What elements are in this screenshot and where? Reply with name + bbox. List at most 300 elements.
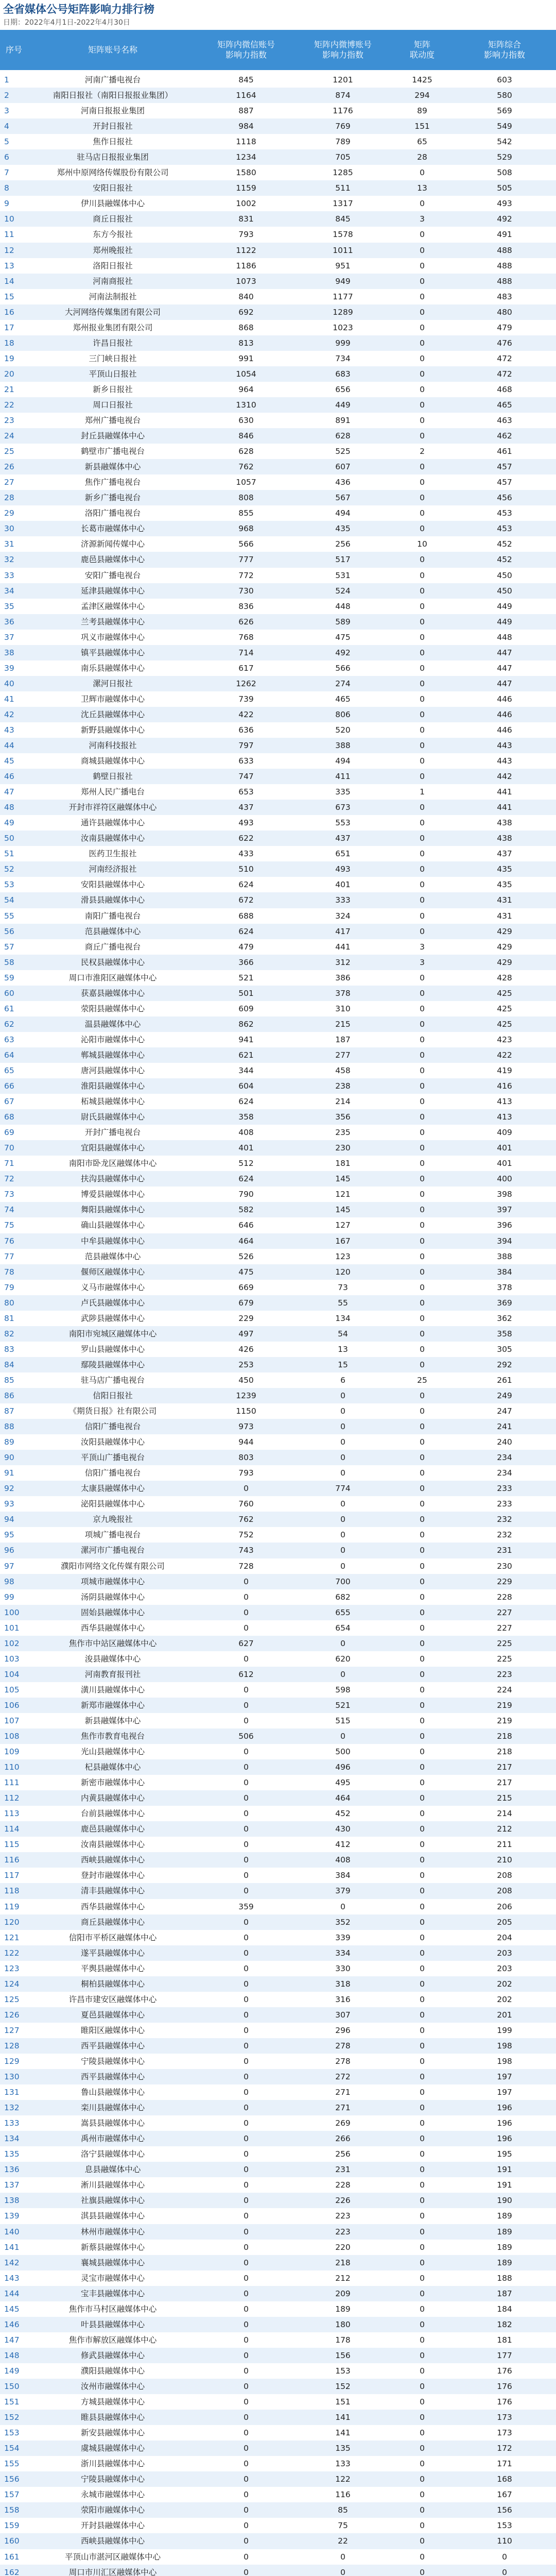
row-overall-index: 416 <box>497 1081 512 1091</box>
row-index: 118 <box>4 1886 20 1896</box>
row-overall-index: 225 <box>497 1654 512 1664</box>
row-wechat-index: 0 <box>244 2490 249 2500</box>
row-linkage: 0 <box>420 168 425 178</box>
row-name: 鲁山县融媒体中心 <box>80 2088 145 2097</box>
row-index: 6 <box>4 152 9 162</box>
row-wechat-index: 0 <box>244 2304 249 2314</box>
row-index: 135 <box>4 2149 20 2159</box>
row-overall-index: 476 <box>497 338 512 348</box>
row-name: 商丘日报社 <box>93 214 133 224</box>
row-name: 义马市融媒体中心 <box>80 1282 145 1292</box>
row-name: 民权县融媒体中心 <box>80 957 145 967</box>
row-index: 79 <box>4 1282 14 1292</box>
row-weibo-index: 228 <box>335 2180 351 2190</box>
row-wechat-index: 808 <box>238 493 254 503</box>
row-linkage: 0 <box>420 1747 425 1757</box>
row-wechat-index: 1054 <box>236 369 256 379</box>
row-name: 京九晚报社 <box>93 1515 133 1524</box>
row-overall-index: 305 <box>497 1344 512 1354</box>
table-row <box>0 1837 556 1852</box>
row-linkage: 0 <box>420 1638 425 1648</box>
row-linkage: 0 <box>420 1546 425 1555</box>
row-wechat-index: 0 <box>244 2567 249 2576</box>
row-wechat-index: 0 <box>244 1623 249 1633</box>
row-name: 开封广播电视台 <box>84 1128 141 1138</box>
table-row <box>0 536 556 552</box>
row-wechat-index: 0 <box>244 2258 249 2267</box>
row-overall-index: 425 <box>497 988 512 998</box>
row-overall-index: 437 <box>497 849 512 859</box>
row-weibo-index: 1289 <box>333 307 353 317</box>
row-index: 132 <box>4 2103 20 2113</box>
row-weibo-index: 73 <box>338 1282 348 1292</box>
row-name: 南阳市卧龙区融媒体中心 <box>68 1159 157 1168</box>
row-index: 85 <box>4 1375 14 1385</box>
row-name: 唐河县融媒体中心 <box>80 1066 145 1075</box>
row-name: 偃师区融媒体中心 <box>80 1267 145 1277</box>
row-linkage: 0 <box>420 369 425 379</box>
row-wechat-index: 646 <box>238 1221 254 1230</box>
table-row <box>0 1171 556 1187</box>
row-index: 28 <box>4 493 14 503</box>
row-name: 河南日报报业集团 <box>80 106 145 116</box>
row-wechat-index: 0 <box>244 1855 249 1865</box>
row-linkage: 0 <box>420 1716 425 1725</box>
row-name: 方城县融媒体中心 <box>80 2397 145 2407</box>
row-name: 南阳市宛城区融媒体中心 <box>68 1329 157 1338</box>
row-weibo-index: 845 <box>335 214 351 224</box>
row-weibo-index: 475 <box>335 632 351 642</box>
row-wechat-index: 797 <box>238 741 254 751</box>
row-name: 延津县融媒体中心 <box>80 586 145 596</box>
table-row <box>0 1512 556 1527</box>
row-name: 新乡日报社 <box>93 384 133 394</box>
table-row <box>0 274 556 289</box>
row-weibo-index: 310 <box>335 1004 351 1013</box>
row-name: 焦作市教育电视台 <box>80 1732 145 1741</box>
row-overall-index: 508 <box>497 168 512 178</box>
row-index: 73 <box>4 1190 14 1199</box>
row-overall-index: 529 <box>497 152 512 162</box>
row-wechat-index: 730 <box>238 586 254 596</box>
row-linkage: 0 <box>420 1298 425 1308</box>
row-overall-index: 197 <box>497 2088 512 2097</box>
row-name: 滑县县融媒体中心 <box>80 895 145 905</box>
row-name: 洛宁县融媒体中心 <box>80 2149 145 2159</box>
table-row <box>0 2054 556 2069</box>
row-index: 60 <box>4 988 14 998</box>
row-index: 106 <box>4 1700 20 1710</box>
row-linkage: 0 <box>420 2010 425 2020</box>
row-name: 泌阳县融媒体中心 <box>80 1499 145 1509</box>
row-overall-index: 493 <box>497 199 512 209</box>
row-linkage: 0 <box>420 709 425 719</box>
row-name: 西峡县融媒体中心 <box>80 2536 145 2546</box>
row-linkage: 0 <box>420 245 425 255</box>
row-name: 汝南县融媒体中心 <box>80 834 145 843</box>
row-overall-index: 465 <box>497 400 512 410</box>
table-row <box>0 691 556 707</box>
row-weibo-index: 15 <box>338 1360 348 1369</box>
row-name: 太康县融媒体中心 <box>80 1484 145 1494</box>
row-name: 驻马店日报报业集团 <box>77 152 149 162</box>
row-weibo-index: 567 <box>335 493 351 503</box>
table-header <box>0 30 556 70</box>
row-weibo-index: 620 <box>335 1654 351 1664</box>
row-linkage: 0 <box>420 292 425 301</box>
row-weibo-index: 85 <box>338 2505 348 2515</box>
row-weibo-index: 333 <box>335 895 351 905</box>
row-linkage: 0 <box>420 617 425 626</box>
row-index: 96 <box>4 1546 14 1555</box>
row-overall-index: 425 <box>497 1004 512 1013</box>
row-linkage: 0 <box>420 1979 425 1989</box>
row-overall-index: 450 <box>497 570 512 580</box>
row-index: 160 <box>4 2536 20 2546</box>
row-wechat-index: 566 <box>238 539 254 549</box>
table-row <box>0 1682 556 1698</box>
row-overall-index: 211 <box>497 1840 512 1850</box>
row-linkage: 0 <box>420 2149 425 2159</box>
row-name: 鄢陵县融媒体中心 <box>80 1360 145 1369</box>
table-row <box>0 72 556 88</box>
row-linkage: 0 <box>420 1468 425 1478</box>
row-index: 27 <box>4 478 14 487</box>
row-weibo-index: 0 <box>340 1638 345 1648</box>
row-overall-index: 230 <box>497 1561 512 1571</box>
row-linkage: 0 <box>420 478 425 487</box>
row-linkage: 0 <box>420 1267 425 1277</box>
row-wechat-index: 743 <box>238 1546 254 1555</box>
row-overall-index: 218 <box>497 1732 512 1741</box>
table-row <box>0 2332 556 2348</box>
header-overall: 矩阵综合 影响力指数 <box>483 40 525 60</box>
row-linkage: 0 <box>420 431 425 441</box>
row-linkage: 10 <box>417 539 427 549</box>
row-name: 睢县县融媒体中心 <box>80 2413 145 2422</box>
row-linkage: 0 <box>420 601 425 611</box>
row-weibo-index: 55 <box>338 1298 348 1308</box>
table-row <box>0 645 556 660</box>
table-row <box>0 846 556 861</box>
row-name: 封丘县融媒体中心 <box>80 431 145 441</box>
row-weibo-index: 436 <box>335 478 351 487</box>
row-weibo-index: 531 <box>335 570 351 580</box>
table-row <box>0 1032 556 1047</box>
row-index: 20 <box>4 369 14 379</box>
row-overall-index: 453 <box>497 509 512 518</box>
row-overall-index: 401 <box>497 1159 512 1168</box>
date-range: 日期：2022年4月1日-2022年4月30日 <box>3 19 130 27</box>
row-wechat-index: 777 <box>238 555 254 565</box>
row-linkage: 0 <box>420 2119 425 2128</box>
row-linkage: 0 <box>420 1700 425 1710</box>
row-index: 98 <box>4 1577 14 1586</box>
row-name: 开封县融媒体中心 <box>80 2521 145 2531</box>
row-name: 焦作市解放区融媒体中心 <box>68 2335 157 2345</box>
row-wechat-index: 0 <box>244 1700 249 1710</box>
row-linkage: 0 <box>420 307 425 317</box>
table-row <box>0 134 556 149</box>
row-index: 19 <box>4 353 14 363</box>
row-wechat-index: 624 <box>238 1174 254 1184</box>
row-index: 155 <box>4 2459 20 2469</box>
row-index: 70 <box>4 1143 14 1153</box>
row-index: 152 <box>4 2413 20 2422</box>
row-linkage: 0 <box>420 1081 425 1091</box>
row-overall-index: 203 <box>497 1948 512 1958</box>
row-linkage: 0 <box>420 2196 425 2206</box>
row-name: 叶县县融媒体中心 <box>80 2319 145 2329</box>
row-wechat-index: 1234 <box>236 152 256 162</box>
row-index: 58 <box>4 957 14 967</box>
row-linkage: 0 <box>420 570 425 580</box>
row-weibo-index: 187 <box>335 1035 351 1044</box>
table-row <box>0 2270 556 2286</box>
row-weibo-index: 339 <box>335 1933 351 1942</box>
row-wechat-index: 0 <box>244 2319 249 2329</box>
row-weibo-index: 330 <box>335 1963 351 1973</box>
row-overall-index: 203 <box>497 1963 512 1973</box>
row-name: 宝丰县融媒体中心 <box>80 2289 145 2298</box>
row-overall-index: 447 <box>497 648 512 657</box>
row-linkage: 0 <box>420 1577 425 1586</box>
row-name: 社旗县融媒体中心 <box>80 2196 145 2206</box>
row-name: 开封日报社 <box>93 122 133 131</box>
row-overall-index: 362 <box>497 1313 512 1323</box>
row-index: 83 <box>4 1344 14 1354</box>
row-name: 沈丘县融媒体中心 <box>80 709 145 719</box>
row-overall-index: 388 <box>497 1251 512 1261</box>
row-index: 86 <box>4 1391 14 1400</box>
table-row <box>0 1744 556 1759</box>
row-weibo-index: 135 <box>335 2444 351 2453</box>
row-overall-index: 429 <box>497 957 512 967</box>
row-wechat-index: 0 <box>244 2010 249 2020</box>
table-row <box>0 1976 556 1992</box>
row-overall-index: 189 <box>497 2258 512 2267</box>
row-weibo-index: 0 <box>340 1406 345 1416</box>
row-index: 117 <box>4 1871 20 1880</box>
row-name: 宜阳县融媒体中心 <box>80 1143 145 1153</box>
row-wechat-index: 0 <box>244 2521 249 2531</box>
row-index: 147 <box>4 2335 20 2345</box>
row-overall-index: 396 <box>497 1221 512 1230</box>
row-index: 59 <box>4 973 14 982</box>
row-weibo-index: 524 <box>335 586 351 596</box>
row-linkage: 151 <box>414 122 430 131</box>
row-weibo-index: 215 <box>335 1019 351 1029</box>
row-name: 通许县融媒体中心 <box>80 818 145 828</box>
row-wechat-index: 475 <box>238 1267 254 1277</box>
row-weibo-index: 496 <box>335 1762 351 1772</box>
row-index: 61 <box>4 1004 14 1013</box>
row-overall-index: 358 <box>497 1329 512 1338</box>
row-overall-index: 0 <box>502 2552 507 2562</box>
row-overall-index: 215 <box>497 1793 512 1803</box>
row-name: 周口市川汇区融媒体中心 <box>68 2567 157 2576</box>
row-weibo-index: 628 <box>335 431 351 441</box>
row-weibo-index: 465 <box>335 694 351 704</box>
row-linkage: 0 <box>420 1530 425 1540</box>
row-name: 河南经济报社 <box>89 865 137 874</box>
row-linkage: 0 <box>420 1453 425 1463</box>
row-overall-index: 488 <box>497 276 512 286</box>
row-overall-index: 182 <box>497 2319 512 2329</box>
row-weibo-index: 1317 <box>333 199 353 209</box>
row-wechat-index: 1164 <box>236 91 256 100</box>
row-wechat-index: 0 <box>244 2289 249 2298</box>
row-weibo-index: 452 <box>335 1809 351 1819</box>
row-weibo-index: 566 <box>335 663 351 673</box>
row-wechat-index: 692 <box>238 307 254 317</box>
row-overall-index: 240 <box>497 1437 512 1447</box>
row-overall-index: 227 <box>497 1607 512 1617</box>
row-index: 158 <box>4 2505 20 2515</box>
table-row <box>0 1403 556 1419</box>
row-wechat-index: 1150 <box>236 1406 256 1416</box>
row-weibo-index: 230 <box>335 1143 351 1153</box>
row-weibo-index: 127 <box>335 1221 351 1230</box>
row-overall-index: 197 <box>497 2072 512 2082</box>
row-weibo-index: 316 <box>335 1994 351 2004</box>
row-wechat-index: 0 <box>244 1762 249 1772</box>
row-name: 睢阳区融媒体中心 <box>80 2025 145 2035</box>
row-linkage: 0 <box>420 1499 425 1509</box>
table-row <box>0 1930 556 1945</box>
row-linkage: 0 <box>420 261 425 270</box>
table-row <box>0 1156 556 1171</box>
row-wechat-index: 1073 <box>236 276 256 286</box>
row-weibo-index: 153 <box>335 2366 351 2376</box>
table-row <box>0 1574 556 1589</box>
row-name: 卢氏县融媒体中心 <box>80 1298 145 1308</box>
row-linkage: 0 <box>420 1066 425 1075</box>
row-wechat-index: 464 <box>238 1236 254 1246</box>
row-weibo-index: 379 <box>335 1886 351 1896</box>
row-linkage: 0 <box>420 230 425 240</box>
row-name: 漯河市广播电视台 <box>80 1546 145 1555</box>
row-index: 52 <box>4 865 14 874</box>
row-wechat-index: 0 <box>244 1577 249 1586</box>
row-index: 68 <box>4 1112 14 1122</box>
row-weibo-index: 189 <box>335 2304 351 2314</box>
row-name: 宁陵县融媒体中心 <box>80 2475 145 2484</box>
row-weibo-index: 235 <box>335 1128 351 1138</box>
row-overall-index: 196 <box>497 2134 512 2144</box>
table-row <box>0 1450 556 1465</box>
row-index: 62 <box>4 1019 14 1029</box>
table-row <box>0 1790 556 1806</box>
row-linkage: 294 <box>414 91 430 100</box>
row-linkage: 0 <box>420 509 425 518</box>
row-wechat-index: 344 <box>238 1066 254 1075</box>
table-row <box>0 227 556 242</box>
row-weibo-index: 384 <box>335 1871 351 1880</box>
table-row <box>0 1217 556 1233</box>
table-row <box>0 2502 556 2518</box>
row-linkage: 0 <box>420 1128 425 1138</box>
row-weibo-index: 6 <box>340 1375 345 1385</box>
row-linkage: 0 <box>420 694 425 704</box>
row-index: 3 <box>4 106 9 116</box>
row-wechat-index: 0 <box>244 2211 249 2221</box>
row-overall-index: 409 <box>497 1128 512 1138</box>
table-row <box>0 753 556 769</box>
row-name: 鹿邑县融媒体中心 <box>80 1824 145 1834</box>
row-weibo-index: 324 <box>335 911 351 921</box>
row-linkage: 0 <box>420 741 425 751</box>
row-wechat-index: 944 <box>238 1437 254 1447</box>
table-row <box>0 2115 556 2131</box>
row-wechat-index: 0 <box>244 2057 249 2066</box>
row-wechat-index: 887 <box>238 106 254 116</box>
row-wechat-index: 831 <box>238 214 254 224</box>
row-name: 台前县融媒体中心 <box>80 1809 145 1819</box>
row-name: 南阳广播电视台 <box>84 911 141 921</box>
row-linkage: 3 <box>420 942 425 952</box>
row-linkage: 0 <box>420 555 425 565</box>
row-name: 卫辉市融媒体中心 <box>80 694 145 704</box>
row-overall-index: 413 <box>497 1112 512 1122</box>
row-overall-index: 233 <box>497 1484 512 1494</box>
table-row <box>0 1883 556 1899</box>
row-overall-index: 450 <box>497 586 512 596</box>
row-wechat-index: 630 <box>238 416 254 426</box>
row-index: 46 <box>4 772 14 782</box>
row-weibo-index: 412 <box>335 1840 351 1850</box>
row-linkage: 0 <box>420 2567 425 2576</box>
row-overall-index: 603 <box>497 75 512 84</box>
table-row <box>0 1434 556 1450</box>
row-index: 2 <box>4 91 9 100</box>
table-row <box>0 304 556 320</box>
row-overall-index: 423 <box>497 1035 512 1044</box>
row-wechat-index: 582 <box>238 1205 254 1215</box>
row-index: 122 <box>4 1948 20 1958</box>
table-row <box>0 2007 556 2023</box>
row-index: 130 <box>4 2072 20 2082</box>
row-wechat-index: 1580 <box>236 168 256 178</box>
row-name: 西平县融媒体中心 <box>80 2072 145 2082</box>
row-wechat-index: 0 <box>244 1933 249 1942</box>
row-linkage: 0 <box>420 1112 425 1122</box>
row-index: 128 <box>4 2041 20 2050</box>
row-index: 115 <box>4 1840 20 1850</box>
row-weibo-index: 296 <box>335 2025 351 2035</box>
table-row <box>0 2038 556 2054</box>
table-row <box>0 2162 556 2177</box>
row-linkage: 0 <box>420 772 425 782</box>
row-linkage: 3 <box>420 214 425 224</box>
row-overall-index: 208 <box>497 1871 512 1880</box>
row-index: 95 <box>4 1530 14 1540</box>
row-overall-index: 217 <box>497 1778 512 1788</box>
table-row <box>0 1094 556 1109</box>
row-weibo-index: 789 <box>335 137 351 147</box>
row-wechat-index: 0 <box>244 2103 249 2113</box>
table-row <box>0 1821 556 1837</box>
row-linkage: 0 <box>420 1933 425 1942</box>
row-linkage: 0 <box>420 849 425 859</box>
row-overall-index: 191 <box>497 2165 512 2175</box>
row-weibo-index: 238 <box>335 1081 351 1091</box>
row-weibo-index: 1201 <box>333 75 353 84</box>
row-weibo-index: 589 <box>335 617 351 626</box>
row-linkage: 0 <box>420 1871 425 1880</box>
row-linkage: 0 <box>420 462 425 472</box>
row-index: 56 <box>4 926 14 936</box>
